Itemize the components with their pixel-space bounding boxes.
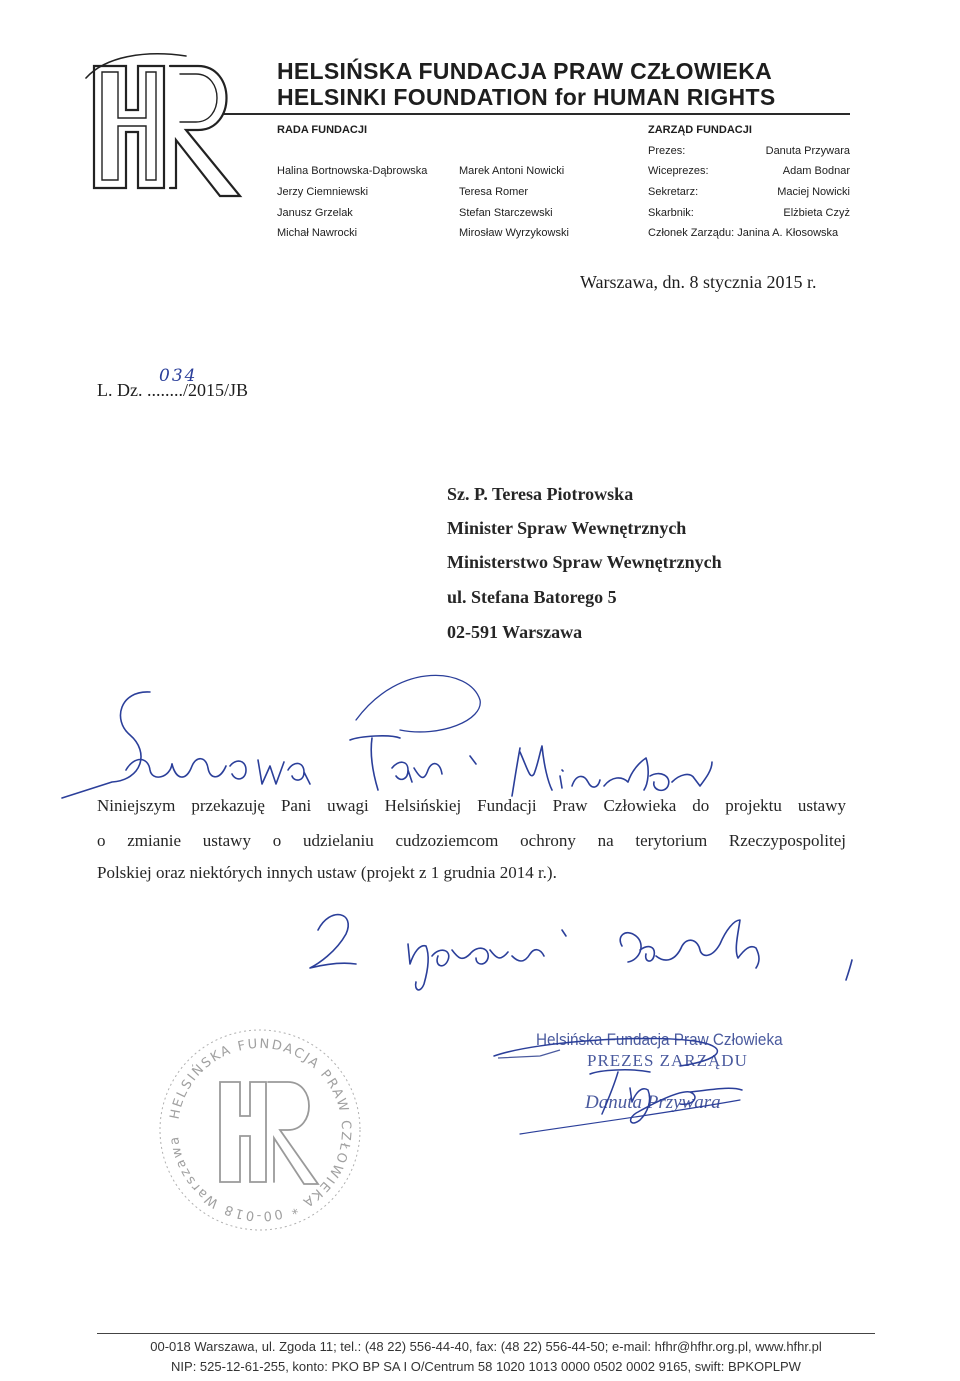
stamp-name: Danuta Przywara [585,1092,721,1113]
board-role: Sekretarz: [648,186,699,198]
board-name: Adam Bodnar [782,165,850,177]
council-member: Michał Nawrocki [277,227,358,239]
president-signature [480,1030,780,1140]
recipient-line: 02-591 Warszawa [447,622,583,642]
council-member: Halina Bortnowska-Dąbrowska [277,165,428,177]
body-paragraph-line: Niniejszym przekazuję Pani uwagi Helsińskiej Fundacji Praw Człowieka do projektu ustawy [97,796,846,815]
board-role: Wiceprezes: [648,165,709,177]
board-title: ZARZĄD FUNDACJI [648,124,752,136]
body-paragraph-line: o zmianie ustawy o udzielaniu cudzoziemcom ochrony na terytorium Rzeczypospolitej [97,831,846,850]
recipient-line: Sz. P. Teresa Piotrowska [447,484,634,504]
footer-rule [97,1333,875,1334]
board-name: Danuta Przywara [765,145,850,157]
stamp-title: PREZES ZARZĄDU [587,1051,748,1070]
recipient-line: Minister Spraw Wewnętrznych [447,518,687,538]
council-member: Marek Antoni Nowicki [459,165,565,177]
ref-prefix: L. Dz. [97,380,147,400]
board-name: Elżbieta Czyż [783,207,850,219]
recipient-line: ul. Stefana Batorego 5 [447,587,617,607]
letter-date: Warszawa, dn. 8 stycznia 2015 r. [580,272,817,292]
council-member: Jerzy Ciemniewski [277,186,369,198]
body-paragraph-line: Polskiej oraz niektórych innych ustaw (projekt z 1 grudnia 2014 r.). [97,863,557,882]
ref-handwritten: 034 [159,366,198,386]
council-member: Stefan Starczewski [459,207,553,219]
board-role: Skarbnik: [648,207,694,219]
footer-bank-line: NIP: 525-12-61-255, konto: PKO BP SA I O/Centrum 58 1020 1013 0000 0502 0002 9165, swift: BPKOPLPW [171,1359,801,1374]
ref-suffix: /2015/JB [182,380,248,400]
board-member-line: Członek Zarządu: Janina A. Kłosowska [648,227,839,239]
stamp-org: Helsińska Fundacja Praw Człowieka [536,1030,783,1049]
organization-seal [144,1009,370,1240]
recipient-line: Ministerstwo Spraw Wewnętrznych [447,552,722,572]
council-member: Janusz Grzelak [277,207,353,219]
council-member: Teresa Romer [459,186,529,198]
board-name: Maciej Nowicki [777,186,850,198]
board-role: Prezes: [648,145,686,157]
org-name-en: HELSINKI FOUNDATION for HUMAN RIGHTS [277,84,776,110]
council-member: Mirosław Wyrzykowski [459,227,569,239]
footer-contact-line: 00-018 Warszawa, ul. Zgoda 11; tel.: (48 22) 556-44-40, fax: (48 22) 556-44-50; e-mail: hfhr@hfhr.org.pl, www.hfhr.pl [150,1339,822,1354]
seal-round-text: HELSIŃSKA FUNDACJA PRAW CZŁOWIEKA * 00-018 Warszawa ul. Zgoda 11 * [144,1009,354,1224]
org-name-pl: HELSIŃSKA FUNDACJA PRAW CZŁOWIEKA [277,58,773,84]
ref-dots: ........ [146,380,183,400]
council-title: RADA FUNDACJI [277,124,368,136]
